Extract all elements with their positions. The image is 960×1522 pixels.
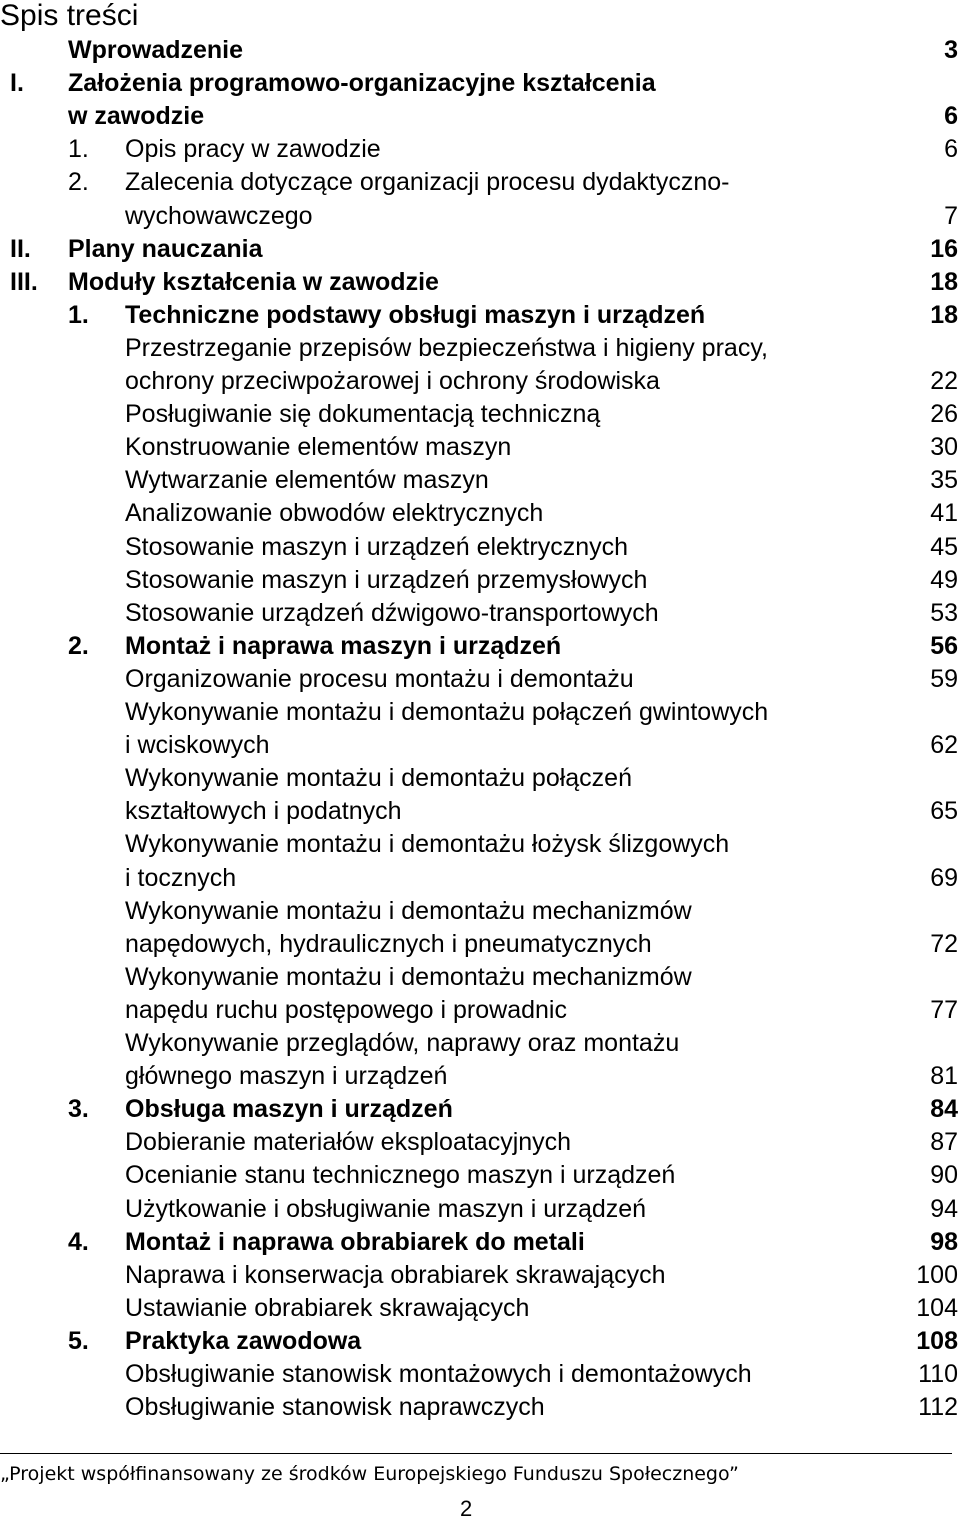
toc-entry-title: Wprowadzenie: [68, 36, 244, 64]
toc-entry-title: napędu ruchu postępowego i prowadnic: [125, 995, 567, 1024]
toc-entry-page: 112: [918, 1393, 958, 1422]
toc-entry-page: 6: [944, 135, 958, 164]
toc-entry-title: wychowawczego: [125, 201, 313, 230]
toc-entry-page: 100: [916, 1260, 958, 1289]
toc-entry-title: Wykonywanie montażu i demontażu łożysk ślizgowych: [125, 830, 730, 859]
toc-entry: [0, 1159, 958, 1192]
footer-note: „Projekt współfinansowany ze środków Europejskiego Funduszu Społecznego”: [0, 1463, 739, 1485]
toc-entry: [0, 828, 958, 861]
page-number: 2: [460, 1496, 473, 1521]
toc-entry-page: 53: [930, 598, 958, 627]
toc-entry: [0, 1391, 958, 1424]
toc-entry-number: I.: [10, 69, 24, 98]
toc-entry: [0, 1358, 958, 1391]
toc-entry: [0, 795, 958, 828]
toc-entry: [0, 961, 958, 994]
toc-entry: [0, 299, 958, 332]
toc-entry-title: kształtowych i podatnych: [125, 797, 402, 826]
toc-entry-title: Wykonywanie montażu i demontażu połączeń gwintowych: [125, 698, 769, 726]
toc-entry-title: napędowych, hydraulicznych i pneumatycznych: [125, 929, 652, 958]
toc-entry-page: 56: [930, 631, 958, 660]
toc-entry-page: 87: [930, 1128, 958, 1157]
toc-entry: [0, 200, 958, 233]
toc-entry-title: Wykonywanie montażu i demontażu mechanizmów: [125, 962, 692, 991]
toc-entry-title: Montaż i naprawa obrabiarek do metali: [125, 1227, 585, 1256]
toc-entry-title: Zalecenia dotyczące organizacji procesu dydaktyczno-: [125, 168, 730, 197]
toc-entry-title: Przestrzeganie przepisów bezpieczeństwa i higieny pracy,: [125, 333, 768, 362]
toc-entry-title: ochrony przeciwpożarowej i ochrony środowiska: [125, 367, 660, 395]
toc-entry-page: 94: [930, 1194, 958, 1223]
footer-divider: [0, 1453, 952, 1454]
toc-entry: [0, 564, 958, 597]
toc-entry: [0, 1060, 958, 1093]
toc-entry: [0, 365, 958, 398]
toc-entry: [0, 266, 958, 299]
toc-entry: [0, 531, 958, 564]
toc-entry-title: Naprawa i konserwacja obrabiarek skrawających: [125, 1260, 666, 1289]
toc-entry: [0, 133, 958, 166]
toc-entry-page: 81: [930, 1062, 958, 1091]
toc-entry: [0, 1193, 958, 1226]
toc-entry-title: Analizowanie obwodów elektrycznych: [125, 499, 544, 528]
toc-entry-title: Konstruowanie elementów maszyn: [125, 433, 512, 462]
toc-entry-title: Założenia programowo-organizacyjne kształcenia: [68, 69, 656, 98]
toc-entry: [0, 597, 958, 630]
toc-entry-page: 45: [930, 532, 958, 561]
toc-entry: [0, 233, 958, 266]
toc-entry-title: Dobieranie materiałów eksploatacyjnych: [125, 1128, 572, 1157]
toc-entry-number: 1.: [68, 135, 89, 164]
toc-entry-page: 41: [930, 499, 958, 528]
toc-entry: [0, 332, 958, 365]
toc-entry-page: 69: [930, 863, 958, 892]
toc-entry-page: 3: [944, 36, 958, 64]
toc-entry: [0, 928, 958, 961]
toc-entry-page: 110: [918, 1360, 958, 1388]
toc-entry-page: 62: [930, 731, 958, 760]
toc-entry-title: w zawodzie: [68, 102, 205, 131]
toc-entry-number: 4.: [68, 1227, 89, 1256]
toc-entry-page: 6: [944, 102, 958, 131]
toc-entry: [0, 34, 958, 67]
toc-entry-page: 90: [930, 1161, 958, 1190]
toc-entry-number: 1.: [68, 300, 89, 329]
toc-entry-title: Wykonywanie przeglądów, naprawy oraz montażu: [125, 1029, 680, 1057]
toc-entry: [0, 67, 958, 100]
toc-entry-title: Posługiwanie się dokumentacją techniczną: [125, 400, 601, 429]
toc-entry-page: 7: [944, 201, 958, 230]
toc-entry-title: Organizowanie procesu montażu i demontażu: [125, 664, 634, 693]
toc-entry-page: 49: [930, 565, 958, 594]
toc-entry-page: 22: [930, 367, 958, 395]
toc-entry: [0, 1027, 958, 1060]
toc-entry-title: Użytkowanie i obsługiwanie maszyn i urządzeń: [125, 1194, 647, 1223]
toc-entry-title: Plany nauczania: [68, 234, 263, 263]
toc-entry-page: 18: [930, 300, 958, 329]
toc-entry-title: Obsługiwanie stanowisk naprawczych: [125, 1393, 545, 1422]
toc-entry-number: III.: [10, 267, 38, 296]
toc-entry: [0, 696, 958, 729]
toc-entry: [0, 895, 958, 928]
toc-entry-title: Praktyka zawodowa: [125, 1326, 362, 1355]
toc-entry: [0, 663, 958, 696]
toc-entry: [0, 630, 958, 663]
toc-entry: [0, 431, 958, 464]
toc-entry: [0, 729, 958, 762]
toc-entry-page: 30: [930, 433, 958, 462]
toc-entry-title: Stosowanie maszyn i urządzeń przemysłowych: [125, 565, 648, 594]
toc-entry-title: głównego maszyn i urządzeń: [125, 1062, 448, 1091]
toc-entry-number: 5.: [68, 1326, 89, 1355]
toc-entry: [0, 100, 958, 133]
toc-entry-page: 98: [930, 1227, 958, 1256]
page-title: Spis treści: [0, 0, 139, 32]
toc-entry-page: 72: [930, 929, 958, 958]
toc-entry-title: i tocznych: [125, 863, 237, 892]
toc-entry-number: II.: [10, 234, 31, 263]
toc-entry-title: i wciskowych: [125, 731, 270, 760]
toc-entry-page: 84: [930, 1095, 958, 1124]
toc-entry-title: Stosowanie maszyn i urządzeń elektrycznych: [125, 532, 629, 561]
toc-entry: [0, 862, 958, 895]
toc-entry: [0, 762, 958, 795]
toc-entry-title: Stosowanie urządzeń dźwigowo-transportowych: [125, 598, 659, 627]
toc-entry: [0, 994, 958, 1027]
toc-entry-title: Wykonywanie montażu i demontażu mechanizmów: [125, 896, 692, 925]
toc-entry-page: 65: [930, 797, 958, 826]
toc-entry-number: 2.: [68, 631, 89, 660]
toc-entry-number: 2.: [68, 168, 89, 197]
toc-entry-page: 108: [916, 1326, 958, 1355]
toc-entry: [0, 1292, 958, 1325]
toc-entry-title: Moduły kształcenia w zawodzie: [68, 267, 439, 296]
toc-entry-title: Wykonywanie montażu i demontażu połączeń: [125, 764, 632, 793]
toc-entry-title: Montaż i naprawa maszyn i urządzeń: [125, 631, 562, 660]
toc-entry: [0, 1126, 958, 1159]
toc-entry-title: Obsługa maszyn i urządzeń: [125, 1095, 453, 1124]
toc-entry-page: 16: [930, 234, 958, 263]
toc-entry: [0, 398, 958, 431]
toc-entry-title: Ocenianie stanu technicznego maszyn i urządzeń: [125, 1161, 676, 1190]
toc-entry: [0, 464, 958, 497]
toc-entry-page: 104: [916, 1293, 958, 1322]
toc-entry: [0, 1259, 958, 1292]
toc-entry: [0, 1226, 958, 1259]
toc-entry: [0, 497, 958, 530]
toc-entry-page: 26: [930, 400, 958, 429]
toc-entry-page: 18: [930, 267, 958, 296]
toc-entry-title: Obsługiwanie stanowisk montażowych i demontażowych: [125, 1360, 752, 1388]
toc-entry-title: Techniczne podstawy obsługi maszyn i urządzeń: [125, 300, 706, 329]
toc-entry-page: 59: [930, 664, 958, 693]
toc-entry-title: Wytwarzanie elementów maszyn: [125, 466, 489, 495]
toc-entry: [0, 166, 958, 199]
toc-entry-title: Opis pracy w zawodzie: [125, 135, 381, 164]
toc-entry-page: 77: [930, 995, 958, 1024]
toc-entry: [0, 1325, 958, 1358]
toc-entry: [0, 1093, 958, 1126]
toc-entry-title: Ustawianie obrabiarek skrawających: [125, 1293, 530, 1322]
toc-entry-page: 35: [930, 466, 958, 495]
toc-entry-number: 3.: [68, 1095, 89, 1124]
